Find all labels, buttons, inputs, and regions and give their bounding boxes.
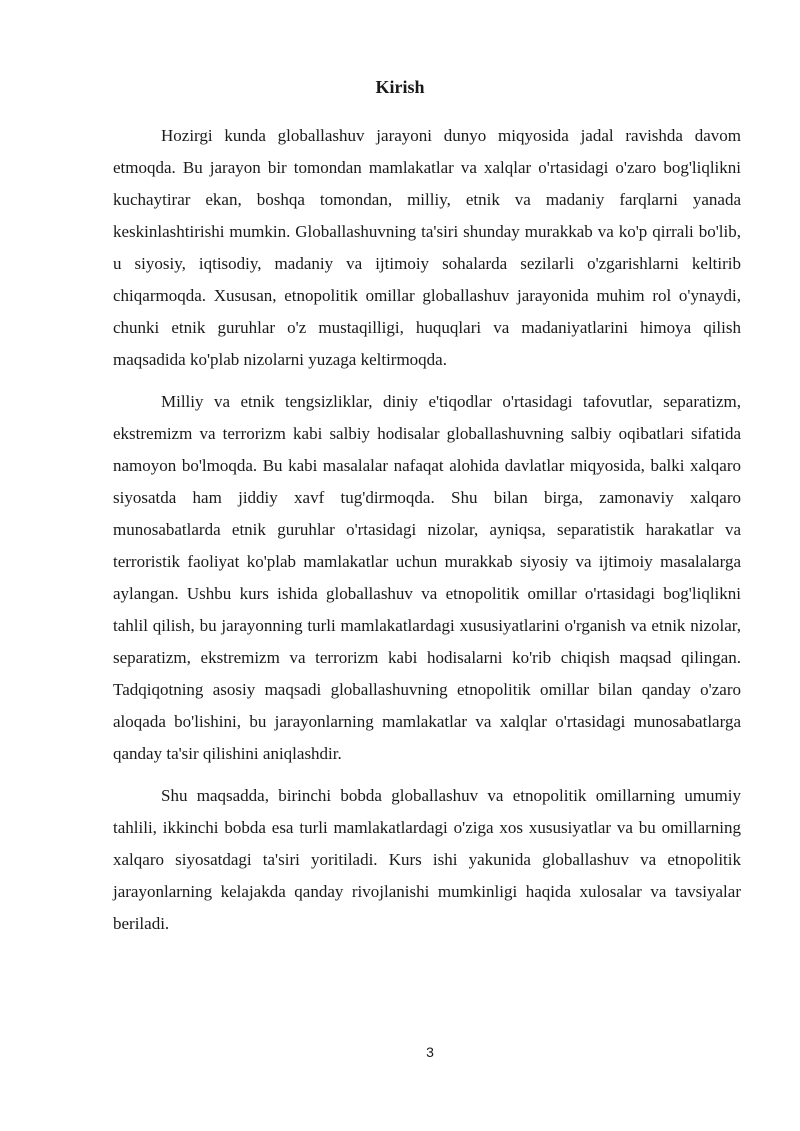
body-text [113, 120, 741, 940]
paragraph-1: Hozirgi kunda globallashuv jarayoni dunyo miqyosida jadal ravishda davom etmoqda. Bu jarayon bir tomondan mamlakatlar va xalqlar o'rtasidagi o'zaro bog'liqlikni kuchaytirar ekan, boshqa tomondan, milliy, etnik va madaniy farqlarni yanada keskinlashtirishi mumkin. Globallashuvning ta'siri shunday murakkab va ko'p qirrali bo'lib, u siyosiy, iqtisodiy, madaniy va ijtimoiy sohalarda sezilarli o'zgarishlarni keltirib chiqarmoqda. Xususan, etnopolitik omillar globallashuv jarayonida muhim rol o'ynaydi, chunki etnik guruhlar o'z mustaqilligi, huquqlari va madaniyatlarini himoya qilish maqsadida ko'plab nizolarni yuzaga keltirmoqda. [113, 126, 741, 369]
page-number: 3 [426, 1044, 434, 1060]
section-title: Kirish [375, 77, 425, 97]
paragraph-2: Milliy va etnik tengsizliklar, diniy e'tiqodlar o'rtasidagi tafovutlar, separatizm, ekstremizm va terrorizm kabi salbiy hodisalar globallashuvning salbiy oqibatlari sifatida namoyon bo'lmoqda. Bu kabi masalalar nafaqat alohida davlatlar miqyosida, balki xalqaro siyosatda ham jiddiy xavf tug'dirmoqda. Shu bilan birga, zamonaviy xalqaro munosabatlarda etnik guruhlar o'rtasidagi nizolar, ayniqsa, separatistik harakatlar va terroristik faoliyat ko'plab mamlakatlar uchun murakkab siyosiy va ijtimoiy masalalarga aylangan. Ushbu kurs ishida globallashuv va etnopolitik omillar o'rtasidagi bog'liqlikni tahlil qilish, bu jarayonning turli mamlakatlardagi xususiyatlarini o'rganish va etnik nizolar, separatizm, ekstremizm va terrorizm kabi hodisalarni ko'rib chiqish maqsad qilingan. Tadqiqotning asosiy maqsadi globallashuvning etnopolitik omillar bilan qanday o'zaro aloqada bo'lishini, bu jarayonlarning mamlakatlar va xalqlar o'rtasidagi munosabatlarga qanday ta'sir qilishini aniqlashdir. [113, 392, 741, 763]
paragraph-3: Shu maqsadda, birinchi bobda globallashuv va etnopolitik omillarning umumiy tahlili, ikkinchi bobda esa turli mamlakatlardagi o'ziga xos xususiyatlar va bu omillarning xalqaro siyosatdagi ta'siri yoritiladi. Kurs ishi yakunida globallashuv va etnopolitik jarayonlarning kelajakda qanday rivojlanishi mumkinligi haqida xulosalar va tavsiyalar beriladi. [113, 786, 741, 933]
